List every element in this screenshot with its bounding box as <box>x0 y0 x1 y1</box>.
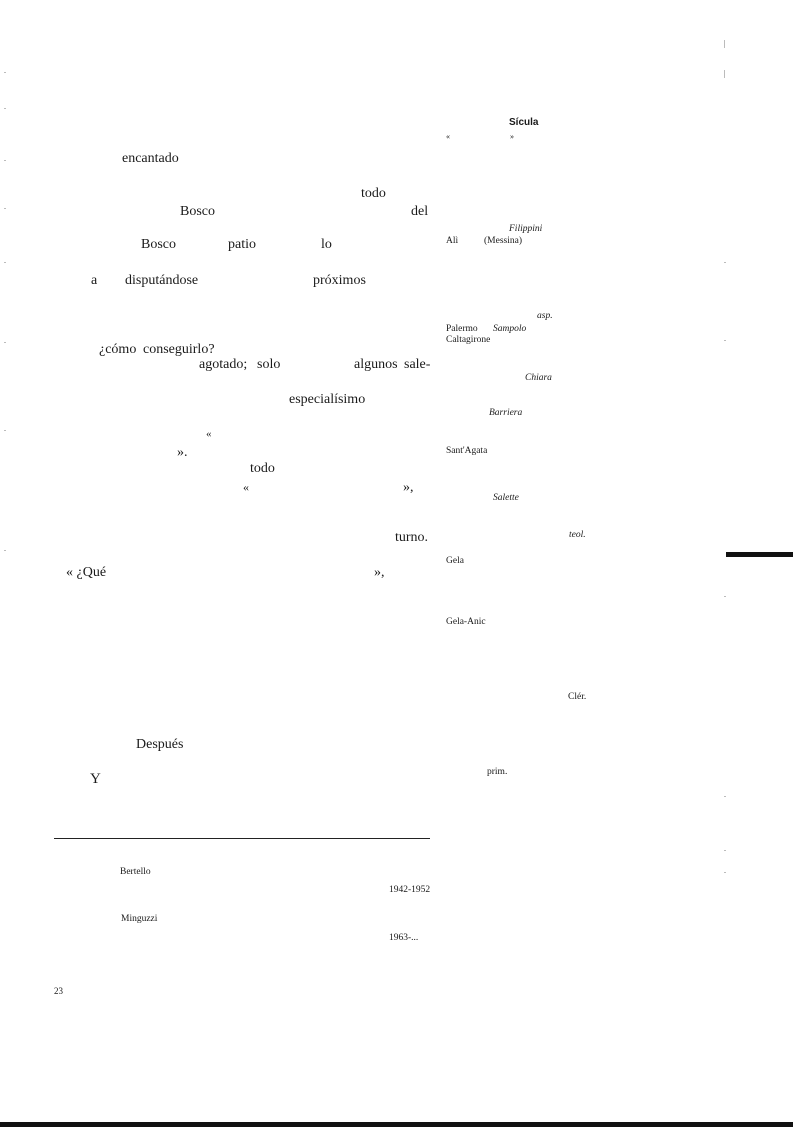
scan-speck <box>4 430 6 431</box>
word-a: a <box>91 273 98 288</box>
side-word-sicula: Sícula <box>509 117 539 128</box>
word-del: del <box>411 204 429 219</box>
footnote-rule <box>54 838 430 839</box>
side-word-salette: Salette <box>493 493 519 503</box>
quote-close: », <box>403 480 414 495</box>
scan-speck <box>4 108 6 109</box>
side-word-asp: asp. <box>537 311 553 321</box>
scan-speck <box>724 40 725 48</box>
word-lo: lo <box>321 237 332 252</box>
side-word-santagata: Sant'Agata <box>446 446 488 456</box>
word-sale: sale- <box>404 357 431 372</box>
side-word-teol: teol. <box>569 530 586 540</box>
word-encantado: encantado <box>122 151 179 166</box>
scan-speck <box>4 160 6 161</box>
word-solo: solo <box>257 357 281 372</box>
side-word-barriera: Barriera <box>489 408 523 418</box>
word-que: « ¿Qué <box>66 565 107 580</box>
side-word-sampolo: Sampolo <box>493 324 527 334</box>
side-word-gela-anic: Gela-Anic <box>446 617 486 627</box>
side-word-gela: Gela <box>446 556 464 566</box>
page-number: 23 <box>54 986 63 996</box>
word-despues: Después <box>136 737 184 752</box>
margin-tab-bar <box>726 552 793 557</box>
quote-close: ». <box>177 445 188 460</box>
footnote-bertello: Bertello <box>120 867 151 877</box>
side-word-filippini: Filippini <box>509 224 543 234</box>
word-conseguirlo: conseguirlo? <box>143 342 215 357</box>
scan-speck <box>4 208 6 209</box>
word-agotado: agotado; <box>199 357 248 372</box>
side-word-chiara: Chiara <box>525 373 552 383</box>
scan-speck <box>4 550 6 551</box>
scan-speck <box>4 342 6 343</box>
scan-speck <box>724 262 726 263</box>
word-todo: todo <box>250 461 275 476</box>
side-word-palermo: Palermo <box>446 324 478 334</box>
side-quote-close: » <box>510 132 514 141</box>
scan-speck <box>724 796 726 797</box>
scan-speck <box>4 262 6 263</box>
page-bottom-border <box>0 1122 793 1127</box>
side-word-prim: prim. <box>487 767 508 777</box>
footnote-years: 1963-... <box>389 933 419 943</box>
word-disputandose: disputándose <box>125 273 199 288</box>
quote-close: », <box>374 565 385 580</box>
scan-speck <box>4 72 6 73</box>
word-como: ¿cómo <box>99 342 137 357</box>
word-bosco: Bosco <box>180 204 215 219</box>
side-word-ali: Alì <box>446 236 459 246</box>
word-patio: patio <box>228 237 256 252</box>
side-word-cler: Clér. <box>568 692 587 702</box>
footnote-minguzzi: Minguzzi <box>121 914 158 924</box>
word-turno: turno. <box>395 530 429 545</box>
side-quote-open: « <box>446 132 450 141</box>
word-todo: todo <box>361 186 386 201</box>
scan-speck <box>724 70 725 78</box>
scan-speck <box>724 850 726 851</box>
scan-speck <box>724 872 726 873</box>
side-word-caltagirone: Caltagirone <box>446 335 491 345</box>
word-proximos: próximos <box>313 273 366 288</box>
side-word-messina: (Messina) <box>484 236 522 246</box>
quote-open: « <box>206 428 212 440</box>
word-especialisimo: especialísimo <box>289 392 366 407</box>
footnote-years: 1942-1952 <box>389 885 431 895</box>
scan-speck <box>724 596 726 597</box>
quote-open: « <box>243 480 249 494</box>
scan-speck <box>724 340 726 341</box>
word-algunos: algunos <box>354 357 398 372</box>
word-bosco: Bosco <box>141 237 176 252</box>
word-y: Y <box>90 771 101 787</box>
